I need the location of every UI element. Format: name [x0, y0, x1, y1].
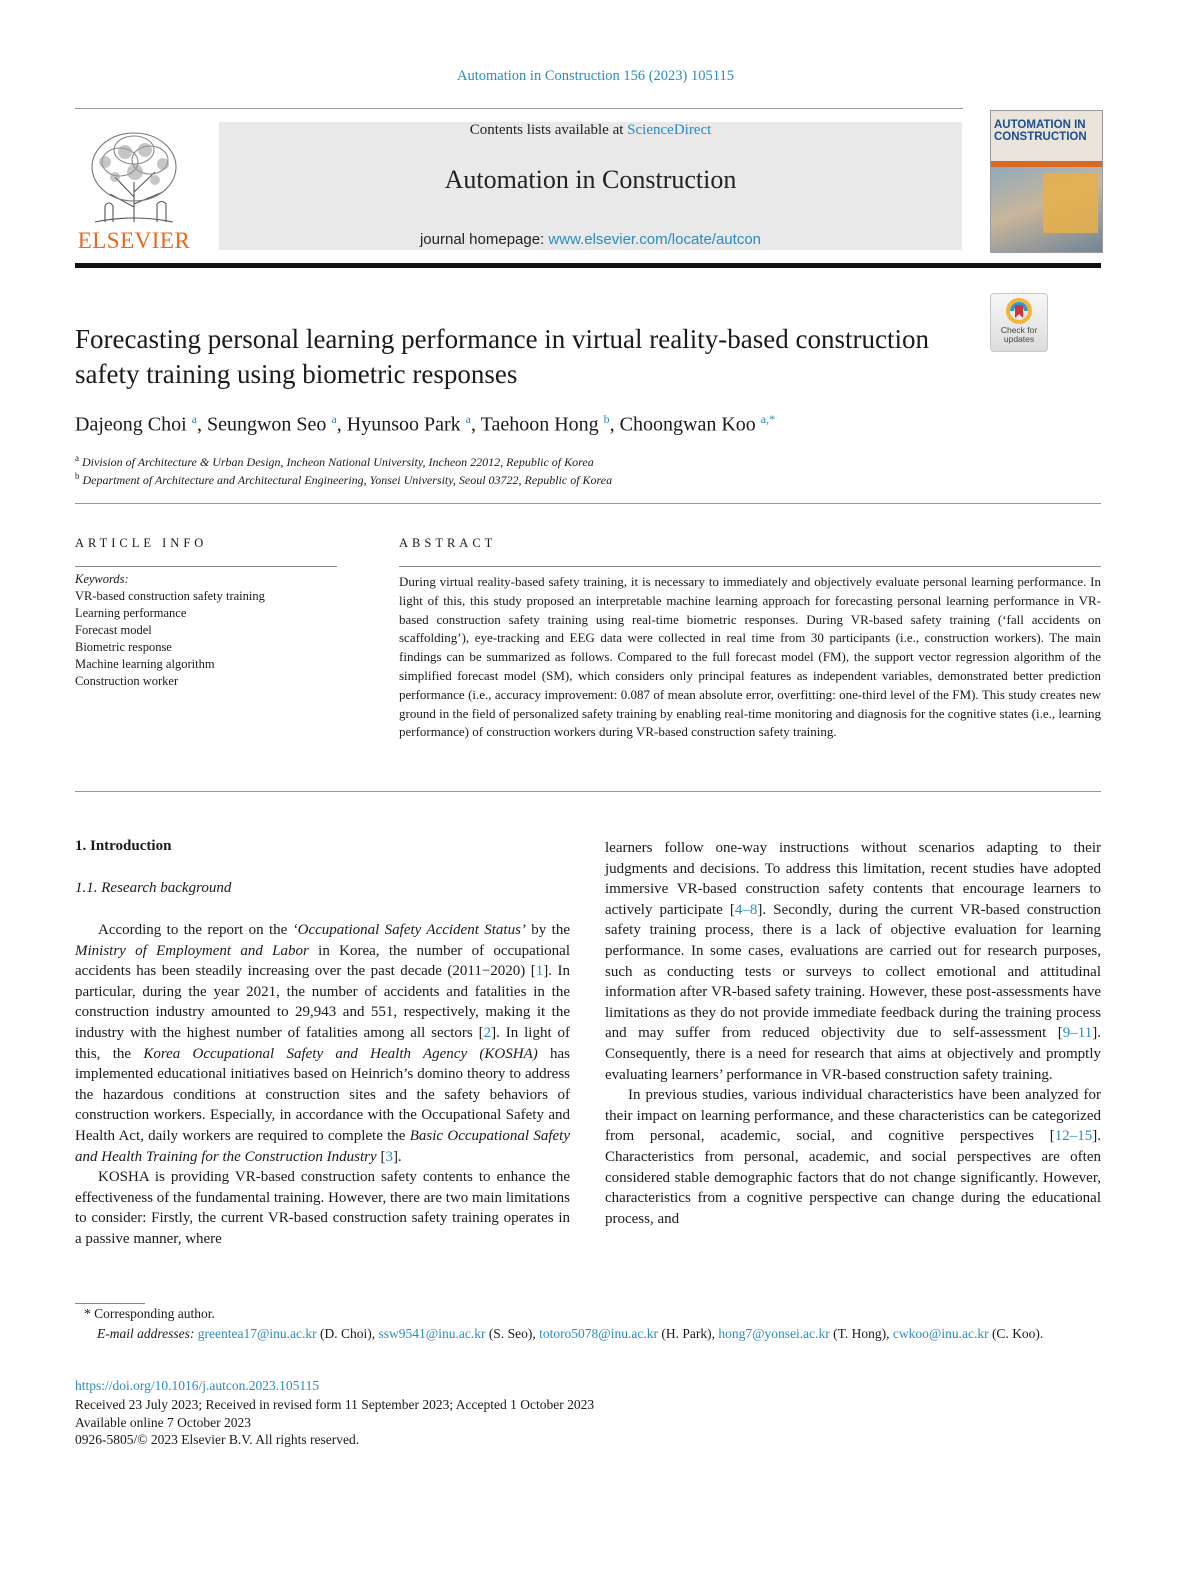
affiliation-a: [75, 453, 594, 470]
email-link[interactable]: cwkoo@inu.ac.kr: [892, 1326, 989, 1341]
reference-link[interactable]: 4–8: [734, 901, 758, 918]
journal-cover-thumbnail[interactable]: [990, 110, 1103, 253]
corresponding-author-note: * Corresponding author.: [84, 1306, 215, 1321]
keywords-label: Keywords:: [75, 572, 129, 586]
contents-prefix: Contents lists available at: [469, 122, 628, 138]
email-owner: (D. Choi): [320, 1326, 372, 1341]
email-link[interactable]: totoro5078@inu.ac.kr: [539, 1326, 658, 1341]
abstract-rule: [399, 566, 1101, 567]
body-right-column: [605, 838, 1101, 1229]
body-paragraph: In previous studies, various individual characteristics have been analyzed for their impact on learning performance, and these characteristics can be categorized from personal, academic, social, and cognitive perspectives [12–15]. Characteristics from personal, academic, and social perspectives are often considered stable demographic factors that do not change significantly. However, characteristics from a cognitive perspective can change during the educational process, and: [605, 1087, 1101, 1227]
author-affiliation-mark[interactable]: a: [191, 412, 197, 426]
journal-citation[interactable]: Automation in Construction 156 (2023) 105115: [457, 68, 734, 84]
abstract-heading: ABSTRACT: [399, 536, 497, 550]
footnote-rule: [75, 1303, 145, 1304]
author-list: Dajeong Choi $^a$, Seungwon Seo $^a$, Hyunsoo Park $^a$, Taehoon Hong $^b$, Choongwan Koo $^{a,*}$: [75, 412, 776, 436]
check-for-updates-button[interactable]: [990, 293, 1048, 352]
author-name[interactable]: Dajeong Choi: [75, 413, 187, 436]
author-affiliation-mark[interactable]: b: [603, 412, 610, 426]
email-link[interactable]: greentea17@inu.ac.kr: [197, 1326, 317, 1341]
author-affiliation-mark[interactable]: a,*: [760, 412, 776, 426]
emphasis-text: Basic Occupational Safety and Health Training for the Construction Industry: [75, 1127, 570, 1165]
emphasis-text: Ministry of Employment and Labor: [75, 942, 309, 959]
available-online-date: Available online 7 October 2023: [75, 1415, 251, 1430]
email-owner: (H. Park): [661, 1326, 712, 1341]
keyword-item: Biometric response: [75, 640, 172, 654]
check-updates-icon: [1006, 298, 1032, 325]
article-info-rule: [75, 566, 337, 567]
elsevier-wordmark: ELSEVIER: [77, 228, 191, 253]
author-affiliation-mark[interactable]: a: [465, 412, 471, 426]
doi-link[interactable]: https://doi.org/10.1016/j.autcon.2023.105115: [75, 1378, 320, 1393]
cover-overlay-box: [1043, 173, 1098, 233]
author-name[interactable]: Taehoon Hong: [480, 413, 599, 436]
email-owner: (C. Koo).: [991, 1326, 1044, 1341]
header-divider: [75, 108, 963, 109]
received-dates: Received 23 July 2023; Received in revised form 11 September 2023; Accepted 1 October 2023: [75, 1397, 595, 1412]
reference-link[interactable]: 1: [535, 963, 544, 980]
abstract-text: During virtual reality-based safety training, it is necessary to immediately and objectively evaluate personal learning performance. In light of this, this study proposed an interpretable machine learning approach for forecasting personal learning performance in VR-based construction safety training using real-time biometric responses. During VR-based safety training (‘fall accidents on scaffolding’), eye-tracking and EEG data were collected in real time from 30 participants (i.e., construction workers). The main findings can be summarized as follows. Compared to the full forecast model (FM), the support vector regression algorithm of the simplified forecast model (SM), which considers only principal features as independent variables, demonstrated better prediction performance (i.e., accuracy improvement: 0.087 of mean absolute error, overfitting: one-third level of the FM). This study creates new ground in the field of personalized safety training by enabling real-time monitoring and diagnosis for the cognitive states (i.e., learning performance) of construction workers during VR-based construction safety training.: [399, 574, 1101, 740]
homepage-link[interactable]: www.elsevier.com/locate/autcon: [548, 231, 762, 248]
copyright-line: 0926-5805/© 2023 Elsevier B.V. All rights reserved.: [75, 1432, 360, 1447]
email-label: E-mail addresses:: [97, 1326, 198, 1341]
journal-title: Automation in Construction: [444, 165, 737, 194]
keyword-item: VR-based construction safety training: [75, 589, 265, 603]
email-addresses: E-mail addresses: greentea17@inu.ac.kr (D. Choi), ssw9541@inu.ac.kr (S. Seo), totoro5078@inu.ac.kr (H. Park), hong7@yonsei.ac.kr (T. Hong), cwkoo@inu.ac.kr (C. Koo).: [97, 1326, 1044, 1341]
reference-link[interactable]: 9–11: [1062, 1025, 1093, 1042]
header-thick-rule: [75, 263, 1101, 268]
author-name[interactable]: Choongwan Koo: [619, 413, 756, 436]
affiliation-text: Department of Architecture and Architectural Engineering, Yonsei University, Seoul 03722, Republic of Korea: [82, 473, 613, 487]
email-owner: (S. Seo): [488, 1326, 533, 1341]
homepage-prefix: journal homepage:: [419, 231, 549, 248]
sciencedirect-link[interactable]: ScienceDirect: [627, 122, 712, 138]
check-updates-label: Check for updates: [1000, 325, 1038, 344]
affiliation-label: a: [75, 453, 79, 463]
body-paragraph: According to the report on the ‘Occupational Safety Accident Status’ by the Ministry of Employment and Labor in Korea, the number of occupational accidents has been steadily increasing over the past decade (2011−2020) [1]. In particular, during the year 2021, the number of accidents and fatalities in the construction industry amounted to 29,943 and 551, respectively, making it the industry with the highest number of fatalities among all sectors [2]. In light of this, the Korea Occupational Safety and Health Agency (KOSHA) has implemented educational initiatives based on Heinrich’s domino theory to address the hazardous conditions at construction sites and the safety behaviors of construction workers. Especially, in accordance with the Occupational Safety and Health Act, daily workers are required to complete the Basic Occupational Safety and Health Training for the Construction Industry [3].: [75, 922, 571, 1165]
reference-link[interactable]: 12–15: [1054, 1128, 1093, 1145]
cover-title: AUTOMATION IN CONSTRUCTION: [994, 119, 1087, 143]
paper-title: Forecasting personal learning performance in virtual reality-based construction safety training using biometric responses: [75, 324, 929, 389]
keyword-item: Construction worker: [75, 674, 179, 688]
keyword-item: Learning performance: [75, 606, 187, 620]
contents-available-line: [219, 122, 962, 139]
body-left-column: [75, 920, 570, 1250]
journal-homepage-line: [219, 231, 962, 248]
affiliation-b: [75, 471, 612, 488]
affiliation-text: Division of Architecture & Urban Design, Incheon National University, Incheon 22012, Republic of Korea: [82, 455, 594, 469]
emphasis-text: Korea Occupational Safety and Health Agency (KOSHA): [143, 1045, 538, 1062]
abstract-divider: [75, 791, 1101, 792]
subsection-heading-research-background: 1.1. Research background: [75, 880, 232, 896]
author-affiliation-mark[interactable]: a: [331, 412, 337, 426]
affiliation-label: b: [75, 471, 80, 481]
reference-link[interactable]: 2: [483, 1024, 492, 1041]
email-link[interactable]: hong7@yonsei.ac.kr: [718, 1326, 830, 1341]
section-heading-introduction: 1. Introduction: [75, 838, 172, 854]
emphasis-text: ‘Occupational Safety Accident Status’: [292, 922, 526, 938]
title-block-divider: [75, 503, 1101, 504]
reference-link[interactable]: 3: [385, 1148, 393, 1165]
email-owner: (T. Hong): [833, 1326, 887, 1341]
author-name[interactable]: Seungwon Seo: [206, 413, 327, 436]
keyword-item: Forecast model: [75, 623, 152, 637]
author-name[interactable]: Hyunsoo Park: [346, 413, 461, 436]
article-info-heading: ARTICLE INFO: [75, 536, 208, 550]
keyword-item: Machine learning algorithm: [75, 657, 215, 671]
body-paragraph: KOSHA is providing VR-based construction safety contents to enhance the effectiveness of the fundamental training. However, there are two main limitations to consider: Firstly, the current VR-based construction safety training operates in a passive manner, where: [75, 1169, 570, 1247]
email-link[interactable]: ssw9541@inu.ac.kr: [378, 1326, 486, 1341]
body-paragraph: learners follow one-way instructions without scenarios adapting to their judgments and decisions. To address this limitation, recent studies have adopted immersive VR-based construction safety contents that encourage learners to actively participate [4–8]. Secondly, during the current VR-based construction safety training process, there is a lack of objective evaluation for learning performance. In some cases, evaluations are carried out for research purposes, such as conducting tests or surveys to collect emotional and attitudinal information after VR-based safety training. However, these post-assessments have limitations as they do not provide immediate feedback during the training process and may suffer from reduced objectivity due to self-assessment [9–11]. Consequently, there is a need for research that aims at objectively and promptly evaluating learners’ performance in VR-based construction safety training.: [605, 840, 1101, 1083]
